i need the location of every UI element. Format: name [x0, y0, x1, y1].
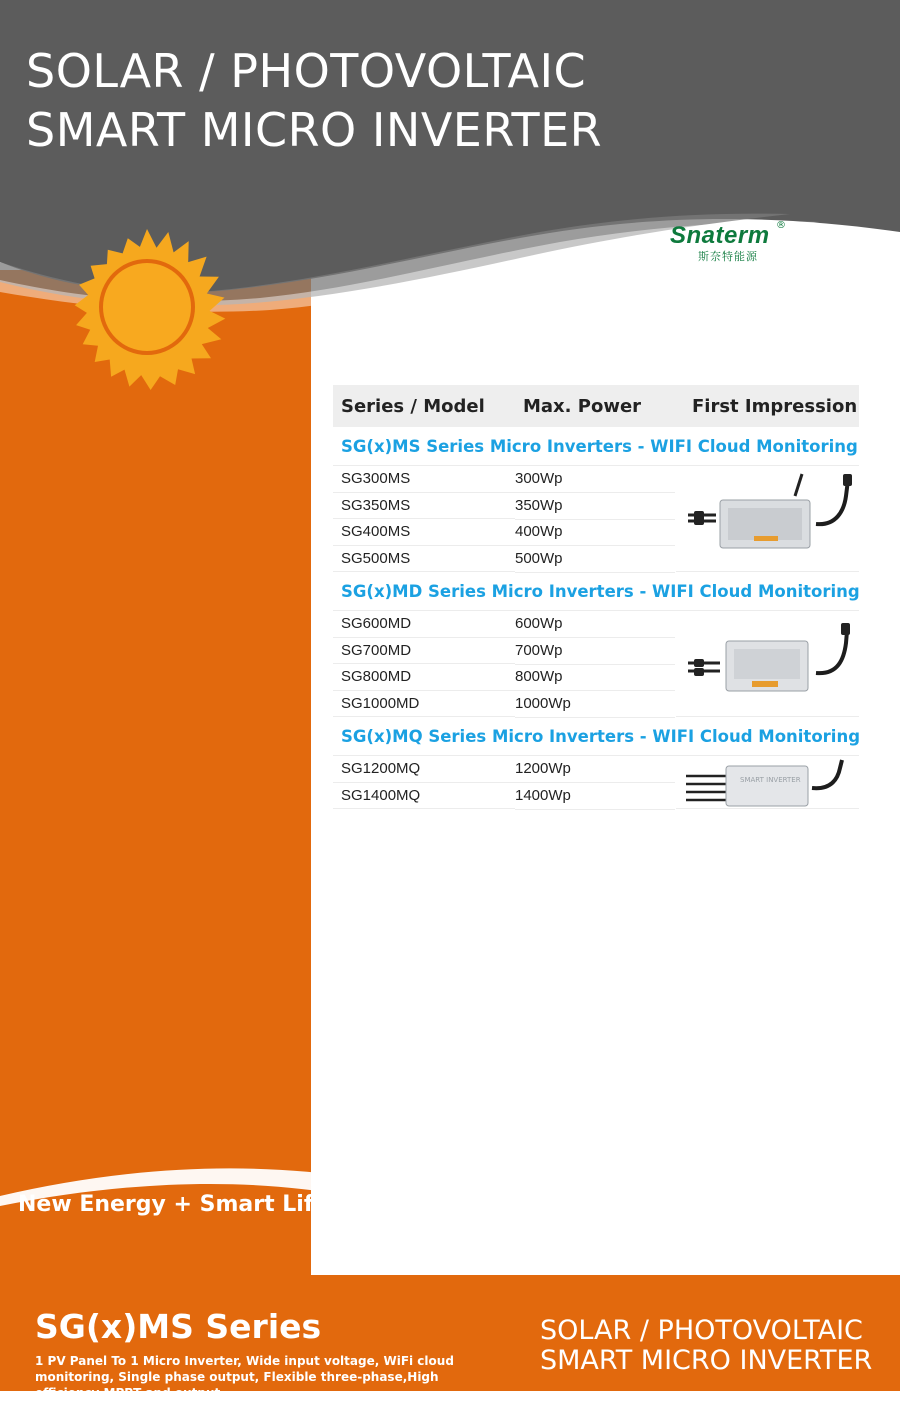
logo-registered-mark: ® — [776, 220, 786, 231]
orange-side-panel — [0, 270, 311, 1280]
power-cell: 500Wp — [515, 545, 675, 573]
series-group-ms — [333, 466, 859, 572]
tagline: New Energy + Smart Life — [18, 1192, 329, 1217]
model-cell: SG1000MD — [333, 691, 515, 718]
series-title-ms: SG(x)MS Series Micro Inverters - WIFI Cloud Monitoring — [333, 427, 859, 466]
column-header-impression: First Impression — [692, 395, 858, 417]
logo-chinese-text: 斯奈特能源 — [698, 250, 758, 263]
series-title-md: SG(x)MD Series Micro Inverters - WIFI Cloud Monitoring — [333, 572, 859, 611]
inverter-label: SMART INVERTER — [740, 776, 801, 784]
inverter-mq-image — [676, 756, 859, 809]
power-cell: 700Wp — [515, 637, 675, 665]
brand-logo — [668, 220, 788, 264]
model-cell: SG700MD — [333, 638, 515, 665]
logo-brand-text: Snaterm — [670, 222, 770, 249]
power-cell: 1400Wp — [515, 782, 675, 810]
power-cell: 300Wp — [515, 466, 675, 494]
product-image-cell — [676, 756, 859, 809]
model-cell: SG600MD — [333, 611, 515, 638]
table-header — [333, 385, 859, 427]
column-header-model: Series / Model — [341, 395, 485, 417]
series-group-md — [333, 611, 859, 717]
column-header-power: Max. Power — [523, 395, 642, 417]
model-cell: SG1400MQ — [333, 783, 515, 810]
product-image-cell — [676, 466, 859, 572]
model-cell: SG500MS — [333, 546, 515, 573]
footer-series-name: SG(x)MS Series — [35, 1307, 322, 1346]
product-image-cell — [676, 611, 859, 717]
header-title-line2: SMART MICRO INVERTER — [26, 103, 603, 157]
model-cell: SG1200MQ — [333, 756, 515, 783]
model-cell: SG350MS — [333, 493, 515, 520]
model-cell: SG400MS — [333, 519, 515, 546]
footer-description: 1 PV Panel To 1 Micro Inverter, Wide input voltage, WiFi cloud monitoring, Single phase output, Flexible three-phase,High efficiency MPPT and output, — [35, 1354, 454, 1400]
product-table — [333, 385, 859, 809]
footer-title-line1: SOLAR / PHOTOVOLTAIC — [540, 1315, 863, 1346]
power-cell: 350Wp — [515, 492, 675, 520]
power-cell: 400Wp — [515, 519, 675, 547]
series-group-mq — [333, 756, 859, 809]
model-cell: SG800MD — [333, 664, 515, 691]
series-title-mq: SG(x)MQ Series Micro Inverters - WIFI Cloud Monitoring — [333, 717, 859, 756]
inverter-md-image — [676, 611, 859, 717]
power-cell: 1200Wp — [515, 756, 675, 784]
header-title-line1: SOLAR / PHOTOVOLTAIC — [26, 44, 587, 98]
model-cell: SG300MS — [333, 466, 515, 493]
power-cell: 600Wp — [515, 611, 675, 639]
inverter-ms-image — [676, 466, 859, 572]
power-cell: 800Wp — [515, 664, 675, 692]
power-cell: 1000Wp — [515, 690, 675, 718]
footer-title-line2: SMART MICRO INVERTER — [540, 1345, 873, 1376]
